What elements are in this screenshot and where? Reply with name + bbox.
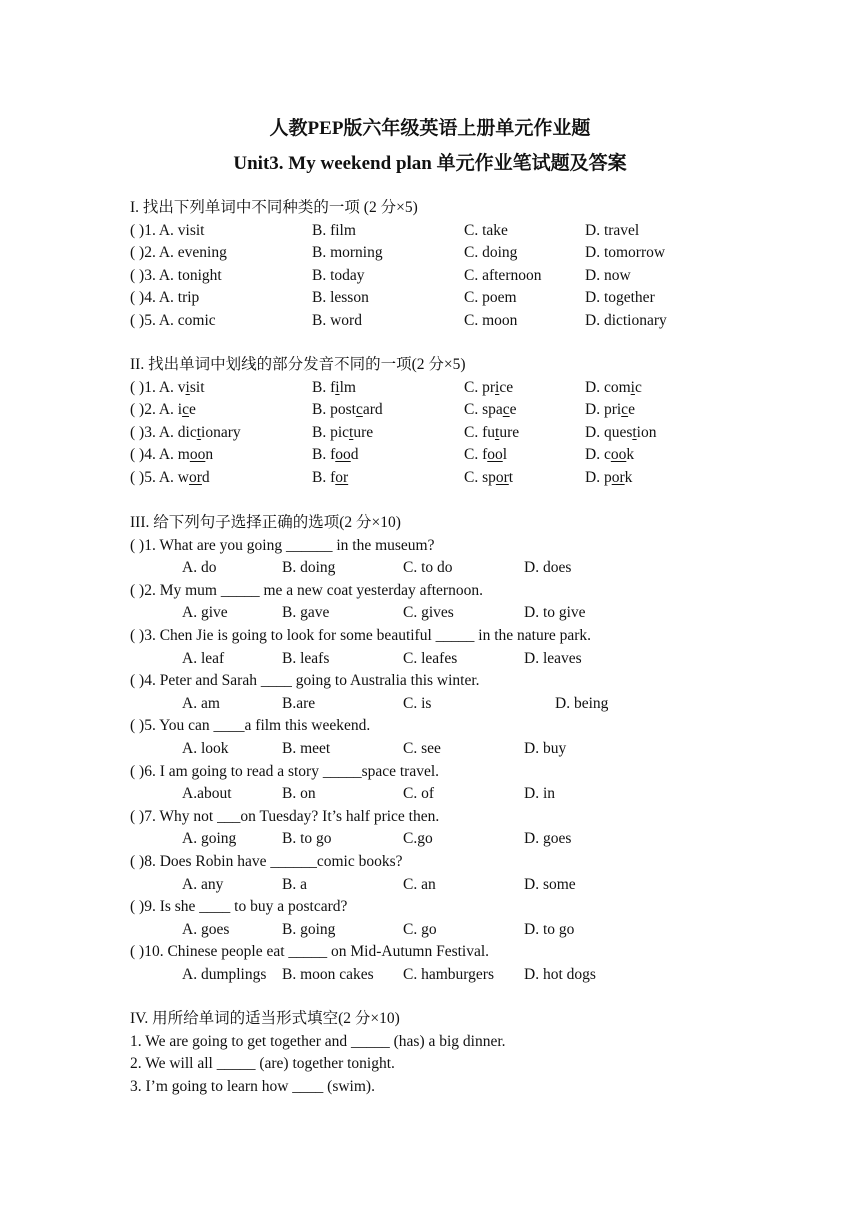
option-a: A. do [182, 559, 217, 577]
section-3-heading: III. 给下列句子选择正确的选项(2 分×10) [130, 514, 401, 531]
option-b: B. lesson [312, 289, 369, 307]
option-a: A. look [182, 740, 229, 757]
option-b: B. word [312, 312, 362, 329]
word-part: e [188, 401, 196, 419]
word-part: C. spa [464, 401, 503, 419]
option-d: D. travel [585, 221, 640, 239]
option-c: C. hamburgers [403, 966, 494, 983]
option-b [312, 467, 348, 489]
underlined-letters: i [335, 378, 340, 396]
word-part: sit [189, 378, 205, 396]
option-b: B. meet [282, 740, 331, 757]
underlined-letters: i [495, 378, 500, 396]
word-part: e [509, 401, 517, 419]
option-d: D. now [585, 266, 631, 284]
option-b: B. today [312, 266, 365, 284]
option-c: C. poem [464, 289, 517, 307]
word-part: C. f [464, 446, 488, 464]
option-c: C.go [403, 830, 433, 848]
option-d: D. buy [524, 740, 567, 757]
question-text: ( )2. My mum _____ me a new coat yesterday afternoon. [130, 581, 483, 599]
fill-blank-item: 3. I’m going to learn how ____ (swim). [130, 1077, 375, 1095]
underlined-letters: oo [189, 446, 206, 464]
option-d: D. to go [524, 920, 575, 938]
option-d: D. hot dogs [524, 966, 596, 983]
option-d: D. dictionary [585, 312, 667, 329]
word-part: ( )2. A. i [130, 401, 183, 419]
fill-blank-item: 2. We will all _____ (are) together tonight. [130, 1055, 395, 1073]
section-1-heading: I. 找出下列单词中不同种类的一项 (2 分×5) [130, 199, 418, 216]
option-b: B.are [282, 694, 316, 712]
option-c: C. leafes [403, 649, 458, 667]
word-part: D. pri [585, 401, 622, 419]
option-d: D. being [555, 694, 609, 712]
option-c [464, 422, 519, 444]
page-title: 人教PEP版六年级英语上册单元作业题 [269, 118, 591, 139]
option-d: D. in [524, 785, 555, 803]
option-a [130, 377, 205, 399]
word-part: n [205, 446, 214, 464]
underlined-letters: or [495, 469, 509, 486]
option-b [312, 377, 356, 399]
fill-blank-item: 1. We are going to get together and _____ (has) a big dinner. [130, 1032, 506, 1050]
word-part: e [628, 401, 635, 419]
word-part: D. p [585, 469, 612, 486]
option-d: D. together [585, 289, 655, 307]
option-b: B. gave [282, 604, 330, 622]
underlined-letters: i [630, 378, 635, 396]
word-part: ure [353, 423, 374, 441]
option-b [312, 422, 373, 444]
word-part: B. pic [312, 423, 350, 441]
option-a [130, 399, 196, 421]
section-4-heading: IV. 用所给单词的适当形式填空(2 分×10) [130, 1010, 400, 1027]
option-d: D. leaves [524, 649, 582, 667]
option-a: A. any [182, 875, 224, 893]
option-c [464, 399, 517, 421]
word-part: B. f [312, 378, 336, 396]
option-b: B. morning [312, 244, 383, 262]
word-part: ( )3. A. dic [130, 423, 197, 441]
option-b: B. moon cakes [282, 966, 374, 983]
option-b: B. doing [282, 559, 336, 577]
section-2-heading: II. 找出单词中划线的部分发音不同的一项(2 分×5) [130, 356, 466, 373]
question-option-a: ( )5. A. comic [130, 312, 216, 329]
question-option-a: ( )1. A. visit [130, 221, 205, 239]
underlined-letters: or [611, 469, 625, 486]
option-a: A. leaf [182, 649, 225, 667]
word-part: D. c [585, 446, 611, 464]
option-b [312, 399, 383, 421]
option-c: C. to do [403, 559, 453, 577]
option-d: D. goes [524, 830, 572, 848]
option-a: A. am [182, 694, 220, 712]
question-option-a: ( )4. A. trip [130, 289, 200, 307]
word-part: ce [499, 378, 514, 396]
option-d [585, 422, 656, 444]
word-part: ionary [201, 423, 241, 441]
option-c: C. of [403, 785, 434, 803]
question-text: ( )7. Why not ___on Tuesday? It’s half price then. [130, 807, 440, 825]
question-option-a: ( )3. A. tonight [130, 266, 222, 284]
option-b: B. on [282, 785, 316, 803]
underlined-letters: oo [335, 446, 351, 464]
word-part: D. com [585, 378, 631, 396]
word-part: k [624, 469, 633, 486]
option-c [464, 444, 507, 466]
option-d: D. to give [524, 604, 586, 622]
option-c: C. an [403, 875, 436, 893]
option-d: D. does [524, 559, 572, 577]
word-part: B. post [312, 401, 356, 419]
option-d [585, 377, 642, 399]
word-part: d [350, 446, 359, 464]
option-b: B. film [312, 221, 356, 239]
underlined-letters: c [502, 401, 510, 419]
underlined-letters: t [196, 423, 202, 441]
option-a: A. going [182, 830, 237, 848]
question-text: ( )10. Chinese people eat _____ on Mid-Autumn Festival. [130, 943, 490, 961]
option-c: C. afternoon [464, 266, 542, 284]
option-a: A. dumplings [182, 966, 267, 983]
page-subtitle: Unit3. My weekend plan 单元作业笔试题及答案 [233, 153, 627, 174]
option-d [585, 467, 632, 489]
word-part: ( )4. A. m [130, 446, 190, 464]
option-b: B. to go [282, 830, 332, 848]
word-part: C. sp [464, 469, 496, 486]
option-d: D. some [524, 875, 576, 893]
word-part: C. pr [464, 378, 495, 396]
word-part: B. f [312, 469, 336, 486]
underlined-letters: oo [487, 446, 503, 464]
option-c [464, 467, 513, 489]
option-c [464, 377, 513, 399]
word-part: ard [362, 401, 383, 419]
word-part: B. f [312, 446, 336, 464]
question-text: ( )8. Does Robin have ______comic books? [130, 853, 403, 870]
question-text: ( )4. Peter and Sarah ____ going to Australia this winter. [130, 672, 480, 690]
option-c: C. doing [464, 244, 518, 262]
option-b [312, 444, 359, 466]
option-c: C. gives [403, 604, 454, 622]
underlined-letters: c [621, 401, 629, 419]
option-d [585, 399, 635, 421]
option-c: C. see [403, 740, 441, 757]
question-text: ( )3. Chen Jie is going to look for some beautiful _____ in the nature park. [130, 627, 592, 644]
underlined-letters: or [335, 469, 349, 486]
option-a: A.about [182, 785, 232, 803]
word-part: t [508, 469, 514, 486]
option-b: B. a [282, 875, 307, 893]
word-part: d [201, 469, 210, 486]
word-part: D. ques [585, 423, 633, 441]
word-part: ( )5. A. w [130, 469, 189, 486]
option-c: C. go [403, 920, 437, 938]
option-a: A. goes [182, 920, 230, 938]
underlined-letters: or [188, 469, 202, 486]
option-a [130, 444, 213, 466]
option-c: C. is [403, 694, 432, 712]
option-b: B. going [282, 920, 336, 938]
underlined-letters: c [182, 401, 189, 419]
option-a [130, 467, 210, 489]
underlined-letters: i [185, 378, 190, 396]
word-part: lm [339, 378, 356, 396]
question-text: ( )5. You can ____a film this weekend. [130, 717, 371, 735]
option-c: C. take [464, 221, 508, 239]
question-text: ( )9. Is she ____ to buy a postcard? [130, 898, 348, 916]
word-part: ( )1. A. v [130, 378, 186, 396]
underlined-letters: t [495, 423, 500, 441]
question-text: ( )6. I am going to read a story _____space travel. [130, 762, 440, 780]
word-part: ion [636, 423, 657, 441]
option-b: B. leafs [282, 649, 330, 667]
underlined-letters: t [349, 423, 354, 441]
option-a [130, 422, 241, 444]
underlined-letters: t [632, 423, 637, 441]
word-part: c [634, 378, 642, 396]
question-text: ( )1. What are you going ______ in the museum? [130, 536, 435, 554]
option-a: A. give [182, 604, 228, 622]
word-part: k [626, 446, 635, 464]
option-d: D. tomorrow [585, 244, 666, 262]
word-part: ure [499, 423, 520, 441]
question-option-a: ( )2. A. evening [130, 244, 227, 262]
word-part: l [502, 446, 508, 464]
option-d [585, 444, 634, 466]
option-c: C. moon [464, 312, 518, 329]
word-part: C. fu [464, 423, 495, 441]
underlined-letters: oo [610, 446, 627, 464]
underlined-letters: c [355, 401, 363, 419]
